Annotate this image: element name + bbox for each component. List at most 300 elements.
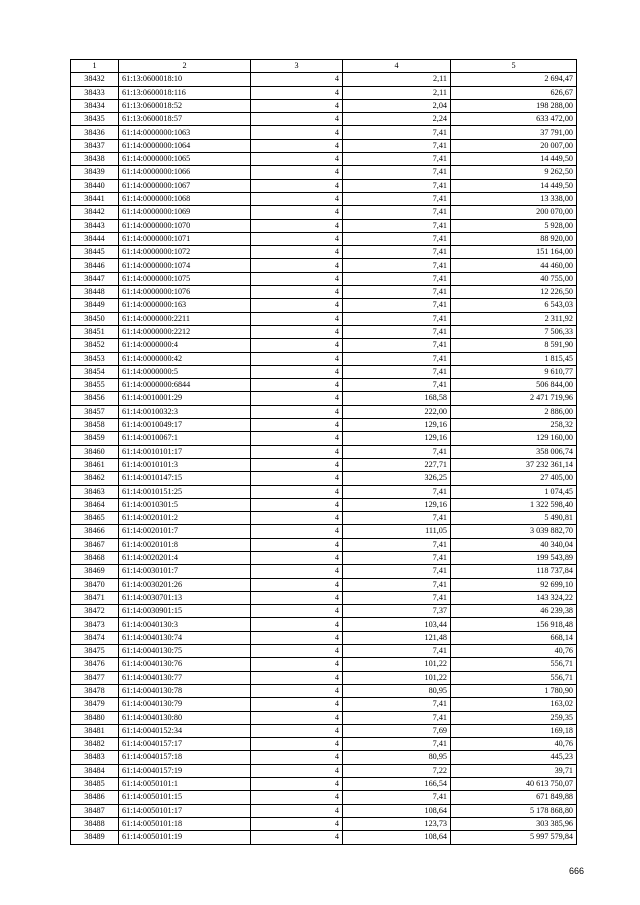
value-cell: 5 928,00 <box>451 219 577 232</box>
rate-cell: 7,41 <box>343 166 451 179</box>
category-cell: 4 <box>251 817 343 830</box>
cadastral-number-cell: 61:14:0000000:1066 <box>119 166 251 179</box>
category-cell: 4 <box>251 179 343 192</box>
category-cell: 4 <box>251 512 343 525</box>
rate-cell: 2,04 <box>343 99 451 112</box>
rate-cell: 129,16 <box>343 498 451 511</box>
row-number-cell: 38480 <box>71 711 119 724</box>
cadastral-number-cell: 61:14:0000000:1071 <box>119 232 251 245</box>
table-row <box>71 512 577 525</box>
row-number-cell: 38436 <box>71 126 119 139</box>
table-row <box>71 498 577 511</box>
cadastral-number-cell: 61:14:0000000:1064 <box>119 139 251 152</box>
row-number-cell: 38453 <box>71 352 119 365</box>
value-cell: 5 178 868,80 <box>451 804 577 817</box>
page-number: 666 <box>568 866 584 876</box>
category-cell: 4 <box>251 658 343 671</box>
table-row <box>71 711 577 724</box>
cadastral-number-cell: 61:14:0010049:17 <box>119 419 251 432</box>
row-number-cell: 38452 <box>71 339 119 352</box>
category-cell: 4 <box>251 538 343 551</box>
table-row <box>71 126 577 139</box>
row-number-cell: 38472 <box>71 605 119 618</box>
cadastral-number-cell: 61:14:0010032:3 <box>119 405 251 418</box>
row-number-cell: 38440 <box>71 179 119 192</box>
category-cell: 4 <box>251 711 343 724</box>
table-row <box>71 671 577 684</box>
rate-cell: 101,22 <box>343 658 451 671</box>
row-number-cell: 38469 <box>71 565 119 578</box>
row-number-cell: 38435 <box>71 113 119 126</box>
category-cell: 4 <box>251 791 343 804</box>
category-cell: 4 <box>251 631 343 644</box>
row-number-cell: 38460 <box>71 445 119 458</box>
rate-cell: 7,41 <box>343 246 451 259</box>
row-number-cell: 38487 <box>71 804 119 817</box>
category-cell: 4 <box>251 591 343 604</box>
value-cell: 37 791,00 <box>451 126 577 139</box>
rate-cell: 7,41 <box>343 512 451 525</box>
category-cell: 4 <box>251 831 343 844</box>
category-cell: 4 <box>251 485 343 498</box>
table-row <box>71 485 577 498</box>
table-row <box>71 139 577 152</box>
value-cell: 1 780,90 <box>451 684 577 697</box>
category-cell: 4 <box>251 645 343 658</box>
rate-cell: 7,41 <box>343 192 451 205</box>
row-number-cell: 38482 <box>71 738 119 751</box>
row-number-cell: 38462 <box>71 472 119 485</box>
rate-cell: 103,44 <box>343 618 451 631</box>
rate-cell: 7,41 <box>343 259 451 272</box>
cadastral-number-cell: 61:14:0040130:74 <box>119 631 251 644</box>
value-cell: 118 737,84 <box>451 565 577 578</box>
row-number-cell: 38476 <box>71 658 119 671</box>
rate-cell: 227,71 <box>343 458 451 471</box>
rate-cell: 7,41 <box>343 286 451 299</box>
table-row <box>71 379 577 392</box>
rate-cell: 7,41 <box>343 272 451 285</box>
row-number-cell: 38433 <box>71 86 119 99</box>
cadastral-number-cell: 61:14:0000000:4 <box>119 339 251 352</box>
rate-cell: 108,64 <box>343 831 451 844</box>
table-row <box>71 73 577 86</box>
rate-cell: 2,11 <box>343 73 451 86</box>
value-cell: 169,18 <box>451 724 577 737</box>
category-cell: 4 <box>251 698 343 711</box>
row-number-cell: 38454 <box>71 365 119 378</box>
table-row <box>71 538 577 551</box>
row-number-cell: 38455 <box>71 379 119 392</box>
row-number-cell: 38488 <box>71 817 119 830</box>
category-cell: 4 <box>251 738 343 751</box>
rate-cell: 7,41 <box>343 538 451 551</box>
table-row <box>71 658 577 671</box>
rate-cell: 7,41 <box>343 791 451 804</box>
cadastral-number-cell: 61:14:0000000:1068 <box>119 192 251 205</box>
table-row <box>71 817 577 830</box>
row-number-cell: 38449 <box>71 299 119 312</box>
value-cell: 5 997 579,84 <box>451 831 577 844</box>
value-cell: 668,14 <box>451 631 577 644</box>
value-cell: 40 340,04 <box>451 538 577 551</box>
rate-cell: 7,41 <box>343 379 451 392</box>
value-cell: 1 815,45 <box>451 352 577 365</box>
table-row <box>71 365 577 378</box>
table-row <box>71 392 577 405</box>
category-cell: 4 <box>251 445 343 458</box>
cadastral-number-cell: 61:14:0020101:8 <box>119 538 251 551</box>
row-number-cell: 38478 <box>71 684 119 697</box>
value-cell: 129 160,00 <box>451 432 577 445</box>
row-number-cell: 38489 <box>71 831 119 844</box>
table-row <box>71 219 577 232</box>
value-cell: 5 490,81 <box>451 512 577 525</box>
row-number-cell: 38466 <box>71 525 119 538</box>
table-row <box>71 578 577 591</box>
category-cell: 4 <box>251 392 343 405</box>
value-cell: 143 324,22 <box>451 591 577 604</box>
rate-cell: 7,41 <box>343 126 451 139</box>
cadastral-number-cell: 61:14:0040130:79 <box>119 698 251 711</box>
table-row <box>71 698 577 711</box>
rate-cell: 80,95 <box>343 684 451 697</box>
value-cell: 258,32 <box>451 419 577 432</box>
table-row <box>71 738 577 751</box>
value-cell: 12 226,50 <box>451 286 577 299</box>
value-cell: 199 543,89 <box>451 551 577 564</box>
cadastral-number-cell: 61:14:0000000:42 <box>119 352 251 365</box>
value-cell: 9 610,77 <box>451 365 577 378</box>
rate-cell: 108,64 <box>343 804 451 817</box>
row-number-cell: 38448 <box>71 286 119 299</box>
cadastral-number-cell: 61:13:0600018:116 <box>119 86 251 99</box>
column-header-2: 2 <box>119 60 251 73</box>
value-cell: 2 694,47 <box>451 73 577 86</box>
cadastral-number-cell: 61:13:0600018:10 <box>119 73 251 86</box>
category-cell: 4 <box>251 525 343 538</box>
category-cell: 4 <box>251 472 343 485</box>
cadastral-number-cell: 61:14:0030701:13 <box>119 591 251 604</box>
row-number-cell: 38484 <box>71 764 119 777</box>
row-number-cell: 38442 <box>71 206 119 219</box>
rate-cell: 222,00 <box>343 405 451 418</box>
category-cell: 4 <box>251 299 343 312</box>
category-cell: 4 <box>251 113 343 126</box>
category-cell: 4 <box>251 724 343 737</box>
cadastral-number-cell: 61:14:0050101:15 <box>119 791 251 804</box>
table-row <box>71 591 577 604</box>
value-cell: 7 506,33 <box>451 325 577 338</box>
value-cell: 44 460,00 <box>451 259 577 272</box>
rate-cell: 166,54 <box>343 778 451 791</box>
value-cell: 14 449,50 <box>451 153 577 166</box>
rate-cell: 7,37 <box>343 605 451 618</box>
value-cell: 1 322 598,40 <box>451 498 577 511</box>
table-row <box>71 419 577 432</box>
value-cell: 626,67 <box>451 86 577 99</box>
category-cell: 4 <box>251 405 343 418</box>
rate-cell: 80,95 <box>343 751 451 764</box>
rate-cell: 7,41 <box>343 485 451 498</box>
category-cell: 4 <box>251 352 343 365</box>
rate-cell: 7,41 <box>343 365 451 378</box>
row-number-cell: 38456 <box>71 392 119 405</box>
row-number-cell: 38434 <box>71 99 119 112</box>
table-row <box>71 605 577 618</box>
value-cell: 198 288,00 <box>451 99 577 112</box>
value-cell: 37 232 361,14 <box>451 458 577 471</box>
table-row <box>71 192 577 205</box>
category-cell: 4 <box>251 246 343 259</box>
cadastral-number-cell: 61:14:0040157:17 <box>119 738 251 751</box>
rate-cell: 101,22 <box>343 671 451 684</box>
table-row <box>71 246 577 259</box>
row-number-cell: 38443 <box>71 219 119 232</box>
column-header-4: 4 <box>343 60 451 73</box>
table-row <box>71 551 577 564</box>
cadastral-number-cell: 61:14:0000000:1074 <box>119 259 251 272</box>
rate-cell: 111,05 <box>343 525 451 538</box>
value-cell: 556,71 <box>451 658 577 671</box>
category-cell: 4 <box>251 671 343 684</box>
row-number-cell: 38446 <box>71 259 119 272</box>
rate-cell: 7,41 <box>343 578 451 591</box>
value-cell: 151 164,00 <box>451 246 577 259</box>
value-cell: 27 405,00 <box>451 472 577 485</box>
value-cell: 8 591,90 <box>451 339 577 352</box>
row-number-cell: 38471 <box>71 591 119 604</box>
rate-cell: 168,58 <box>343 392 451 405</box>
row-number-cell: 38458 <box>71 419 119 432</box>
category-cell: 4 <box>251 419 343 432</box>
rate-cell: 7,41 <box>343 551 451 564</box>
table-row <box>71 166 577 179</box>
row-number-cell: 38444 <box>71 232 119 245</box>
rate-cell: 7,41 <box>343 698 451 711</box>
table-row <box>71 339 577 352</box>
category-cell: 4 <box>251 99 343 112</box>
rate-cell: 7,41 <box>343 232 451 245</box>
value-cell: 40,76 <box>451 738 577 751</box>
rate-cell: 7,41 <box>343 591 451 604</box>
table-row <box>71 352 577 365</box>
cadastral-number-cell: 61:14:0010301:5 <box>119 498 251 511</box>
cadastral-number-cell: 61:14:0040130:80 <box>119 711 251 724</box>
cadastral-number-cell: 61:14:0020101:7 <box>119 525 251 538</box>
cadastral-number-cell: 61:14:0040152:34 <box>119 724 251 737</box>
table-row <box>71 778 577 791</box>
table-row <box>71 299 577 312</box>
table-row <box>71 791 577 804</box>
cadastral-number-cell: 61:14:0000000:163 <box>119 299 251 312</box>
row-number-cell: 38451 <box>71 325 119 338</box>
cadastral-number-cell: 61:14:0000000:1075 <box>119 272 251 285</box>
category-cell: 4 <box>251 751 343 764</box>
table-row <box>71 445 577 458</box>
value-cell: 259,35 <box>451 711 577 724</box>
cadastral-number-cell: 61:14:0000000:5 <box>119 365 251 378</box>
table-row <box>71 472 577 485</box>
cadastral-number-cell: 61:14:0000000:2211 <box>119 312 251 325</box>
table-body <box>71 73 577 844</box>
table-row <box>71 684 577 697</box>
column-header-1: 1 <box>71 60 119 73</box>
cadastral-number-cell: 61:14:0000000:1076 <box>119 286 251 299</box>
row-number-cell: 38459 <box>71 432 119 445</box>
category-cell: 4 <box>251 166 343 179</box>
rate-cell: 7,41 <box>343 312 451 325</box>
row-number-cell: 38467 <box>71 538 119 551</box>
row-number-cell: 38485 <box>71 778 119 791</box>
row-number-cell: 38473 <box>71 618 119 631</box>
rate-cell: 129,16 <box>343 432 451 445</box>
category-cell: 4 <box>251 219 343 232</box>
table-row <box>71 206 577 219</box>
value-cell: 2 471 719,96 <box>451 392 577 405</box>
value-cell: 633 472,00 <box>451 113 577 126</box>
row-number-cell: 38465 <box>71 512 119 525</box>
rate-cell: 7,41 <box>343 565 451 578</box>
cadastral-number-cell: 61:14:0000000:1070 <box>119 219 251 232</box>
row-number-cell: 38450 <box>71 312 119 325</box>
table-row <box>71 525 577 538</box>
data-table <box>70 59 577 845</box>
rate-cell: 7,41 <box>343 299 451 312</box>
table-header-row <box>71 60 577 73</box>
category-cell: 4 <box>251 684 343 697</box>
row-number-cell: 38486 <box>71 791 119 804</box>
table-row <box>71 458 577 471</box>
cadastral-number-cell: 61:14:0040130:78 <box>119 684 251 697</box>
table-row <box>71 99 577 112</box>
row-number-cell: 38463 <box>71 485 119 498</box>
table-row <box>71 618 577 631</box>
table-row <box>71 631 577 644</box>
cadastral-number-cell: 61:14:0010101:17 <box>119 445 251 458</box>
row-number-cell: 38445 <box>71 246 119 259</box>
rate-cell: 7,41 <box>343 445 451 458</box>
category-cell: 4 <box>251 312 343 325</box>
table-row <box>71 831 577 844</box>
category-cell: 4 <box>251 565 343 578</box>
value-cell: 671 849,88 <box>451 791 577 804</box>
value-cell: 88 920,00 <box>451 232 577 245</box>
rate-cell: 7,41 <box>343 139 451 152</box>
row-number-cell: 38475 <box>71 645 119 658</box>
category-cell: 4 <box>251 339 343 352</box>
value-cell: 40 613 750,07 <box>451 778 577 791</box>
table-row <box>71 232 577 245</box>
row-number-cell: 38470 <box>71 578 119 591</box>
table-row <box>71 286 577 299</box>
column-header-5: 5 <box>451 60 577 73</box>
rate-cell: 7,41 <box>343 153 451 166</box>
row-number-cell: 38468 <box>71 551 119 564</box>
category-cell: 4 <box>251 153 343 166</box>
row-number-cell: 38438 <box>71 153 119 166</box>
row-number-cell: 38437 <box>71 139 119 152</box>
rate-cell: 123,73 <box>343 817 451 830</box>
value-cell: 13 338,00 <box>451 192 577 205</box>
rate-cell: 2,24 <box>343 113 451 126</box>
value-cell: 40 755,00 <box>451 272 577 285</box>
category-cell: 4 <box>251 365 343 378</box>
category-cell: 4 <box>251 551 343 564</box>
table-row <box>71 312 577 325</box>
rate-cell: 2,11 <box>343 86 451 99</box>
cadastral-number-cell: 61:14:0010147:15 <box>119 472 251 485</box>
table-row <box>71 764 577 777</box>
value-cell: 39,71 <box>451 764 577 777</box>
cadastral-number-cell: 61:14:0010151:25 <box>119 485 251 498</box>
rate-cell: 7,41 <box>343 711 451 724</box>
value-cell: 2 886,00 <box>451 405 577 418</box>
rate-cell: 7,41 <box>343 339 451 352</box>
category-cell: 4 <box>251 764 343 777</box>
cadastral-number-cell: 61:14:0000000:1063 <box>119 126 251 139</box>
rate-cell: 7,41 <box>343 645 451 658</box>
category-cell: 4 <box>251 86 343 99</box>
cadastral-number-cell: 61:14:0040130:76 <box>119 658 251 671</box>
category-cell: 4 <box>251 272 343 285</box>
category-cell: 4 <box>251 379 343 392</box>
cadastral-number-cell: 61:14:0040130:77 <box>119 671 251 684</box>
category-cell: 4 <box>251 498 343 511</box>
cadastral-number-cell: 61:14:0030201:26 <box>119 578 251 591</box>
category-cell: 4 <box>251 325 343 338</box>
row-number-cell: 38439 <box>71 166 119 179</box>
cadastral-number-cell: 61:14:0050101:1 <box>119 778 251 791</box>
table-row <box>71 153 577 166</box>
value-cell: 3 039 882,70 <box>451 525 577 538</box>
cadastral-number-cell: 61:14:0010101:3 <box>119 458 251 471</box>
category-cell: 4 <box>251 458 343 471</box>
row-number-cell: 38441 <box>71 192 119 205</box>
table-row <box>71 565 577 578</box>
cadastral-number-cell: 61:14:0040157:18 <box>119 751 251 764</box>
value-cell: 506 844,00 <box>451 379 577 392</box>
rate-cell: 7,41 <box>343 179 451 192</box>
cadastral-number-cell: 61:14:0000000:2212 <box>119 325 251 338</box>
cadastral-number-cell: 61:14:0000000:6844 <box>119 379 251 392</box>
cadastral-number-cell: 61:14:0000000:1067 <box>119 179 251 192</box>
table-row <box>71 259 577 272</box>
value-cell: 1 074,45 <box>451 485 577 498</box>
value-cell: 20 007,00 <box>451 139 577 152</box>
table-row <box>71 405 577 418</box>
table-row <box>71 751 577 764</box>
table-row <box>71 432 577 445</box>
row-number-cell: 38461 <box>71 458 119 471</box>
cadastral-number-cell: 61:14:0050101:17 <box>119 804 251 817</box>
row-number-cell: 38483 <box>71 751 119 764</box>
rate-cell: 7,69 <box>343 724 451 737</box>
category-cell: 4 <box>251 232 343 245</box>
table-row <box>71 272 577 285</box>
value-cell: 445,23 <box>451 751 577 764</box>
cadastral-number-cell: 61:14:0010001:29 <box>119 392 251 405</box>
cadastral-number-cell: 61:13:0600018:57 <box>119 113 251 126</box>
category-cell: 4 <box>251 73 343 86</box>
category-cell: 4 <box>251 778 343 791</box>
cadastral-number-cell: 61:14:0030101:7 <box>119 565 251 578</box>
cadastral-number-cell: 61:14:0000000:1069 <box>119 206 251 219</box>
category-cell: 4 <box>251 286 343 299</box>
row-number-cell: 38474 <box>71 631 119 644</box>
value-cell: 156 918,48 <box>451 618 577 631</box>
value-cell: 163,02 <box>451 698 577 711</box>
